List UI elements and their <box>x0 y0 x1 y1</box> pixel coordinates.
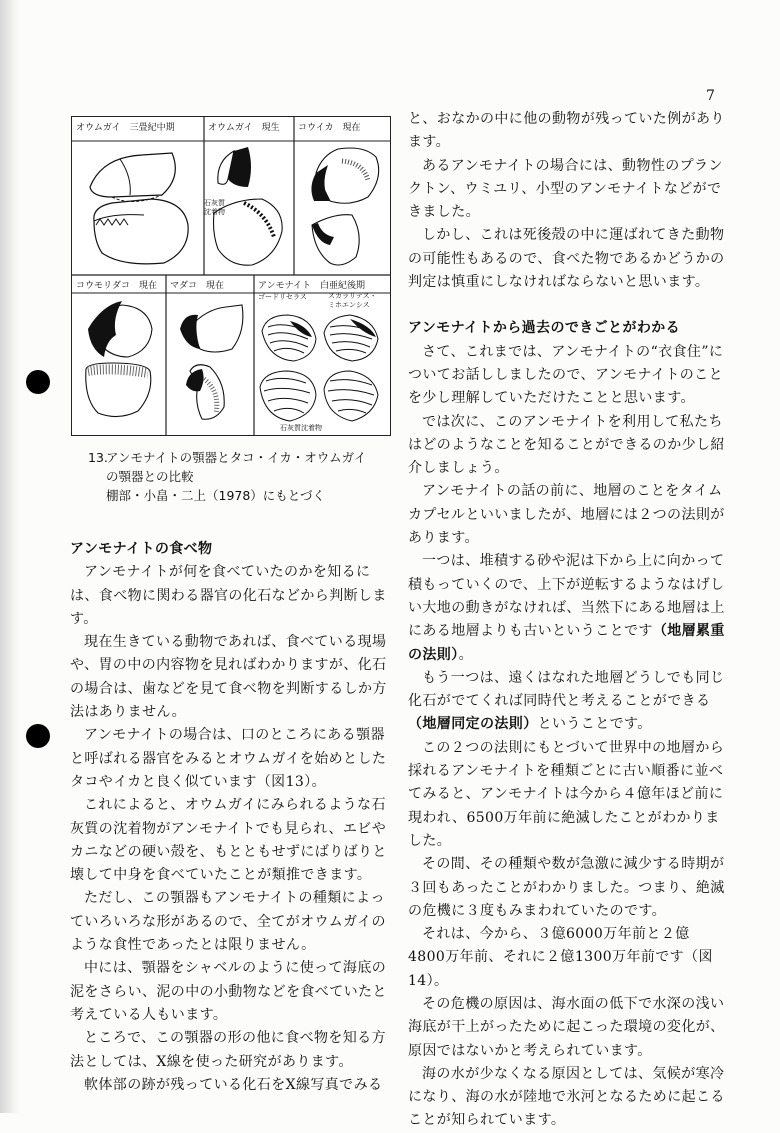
panel-label: マダコ 現在 <box>170 281 225 291</box>
paragraph-law-of-superposition <box>408 550 726 666</box>
caption-number: 13. <box>88 450 108 465</box>
paragraph-text: 一つは、堆積する砂や泥は下から上に向かって積もっていくので、上下が逆転するようなはげしい大地の動きがなければ、当然下にある地層は上にある地層よりも古いということです <box>408 553 725 640</box>
paragraph: これによると、オウムガイにみられるような石灰質の沈着物がアンモナイトでも見られ、エビやカニなどの硬い殻を、もとともせずにばりばりと壊して中身を食べていたことが類推できます。 <box>70 797 387 884</box>
paragraph-law-of-correlation <box>408 667 726 737</box>
paragraph: この２つの法則にもとづいて世界中の地層から採れるアンモナイトを種類ごとに古い順番に並べてみると、アンモナイトは今から４億年ほど前に現われ、6500万年前に絶滅したことがわかりました。 <box>408 739 725 849</box>
law-superposition-term: （地層累重の法則） <box>408 623 725 663</box>
paragraph: アンモナイトが何を食べていたのかを知るには、食べ物に関わる器官の化石などから判断します。 <box>70 564 387 627</box>
figure-caption <box>88 448 398 505</box>
paragraph: あるアンモナイトの場合には、動物性のプランクトン、ウミユリ、小型のアンモナイトなどができました。 <box>408 157 723 221</box>
paragraph: しかし、これは死後殻の中に運ばれてきた動物の可能性もあるので、食べた物であるかどうかの判定は慎重にしなければならないと思います。 <box>408 227 725 291</box>
ammonite-aptychus-drawing <box>254 275 390 435</box>
section-spacer <box>408 294 726 317</box>
law-correlation-term: （地層同定の法則） <box>408 716 538 733</box>
octopus-jaw-drawing <box>166 275 254 435</box>
panel-label: コウイカ 現在 <box>298 123 361 133</box>
panel-label: コウモリダコ 現在 <box>76 281 158 291</box>
caption-line: の顎器との比較 <box>106 469 194 484</box>
panel-ammonite-cretaceous <box>254 275 390 435</box>
caption-source: 棚部・小畠・二上（1978）にもとづく <box>106 488 326 503</box>
paragraph: その危機の原因は、海水面の低下で水深の浅い海底が干上がったために起こった環境の変化が、原因ではないかと考えられています。 <box>408 995 725 1059</box>
paragraph: ところで、この顎器の形の他に食べ物を知る方法としては、X線を使った研究があります。 <box>70 1030 386 1070</box>
annotation-calcareous-deposit: 石灰質 沈着物 <box>204 199 225 216</box>
section-heading-food: アンモナイトの食べ物 <box>70 541 213 557</box>
panel-nautilus-triassic <box>72 117 204 275</box>
paragraph-text: もう一つは、遠くはなれた地層どうしでも同じ化石がでてくれば同時代と考えることができる <box>408 669 725 710</box>
paragraph-continuation: と、おなかの中に他の動物が残っていた例があります。 <box>408 111 725 151</box>
vampire-squid-jaw-drawing <box>72 275 166 435</box>
paragraph-text: 。 <box>458 646 474 663</box>
panel-cuttlefish <box>294 117 390 275</box>
paragraph: 中には、顎器をシャベルのように使って海底の泥をさらい、泥の中の小動物などを食べていたと考えている人もいます。 <box>70 960 387 1023</box>
paragraph: アンモナイトの場合は、口のところにある顎器と呼ばれる器官をみるとオウムガイを始めとしたタコやイカと良く似ています（図13）。 <box>70 727 387 790</box>
paragraph: 海の水が少なくなる原因としては、気候が寒冷になり、海の水が陸地で氷河となるために起こることが知られています。 <box>408 1065 725 1129</box>
panel-nautilus-living <box>204 117 294 275</box>
annotation-scalarites-mihoensis: スカラリテス・ ミホエンシス <box>328 292 377 309</box>
paragraph: 軟体部の跡が残っている化石をX線写真でみる <box>84 1076 383 1093</box>
paragraph: アンモナイトの話の前に、地層のことをタイムカプセルといいましたが、地層には２つの法則があります。 <box>408 483 725 547</box>
cuttlefish-jaw-drawing <box>294 117 390 275</box>
right-column <box>408 108 726 1133</box>
page-number: 7 <box>706 88 715 104</box>
panel-octopus <box>166 275 254 435</box>
binding-shadow <box>0 0 20 1113</box>
paragraph: ただし、この顎器もアンモナイトの種類によっていろいろな形があるので、全てがオウムガイのような食性であったとは限りません。 <box>70 890 386 954</box>
punch-hole-bottom <box>26 724 50 748</box>
nautilus-triassic-jaw-drawing <box>72 117 204 275</box>
paragraph-text: ということです。 <box>537 716 652 733</box>
caption-line: アンモナイトの顎器とタコ・イカ・オウムガイ <box>106 450 367 465</box>
paragraph: さて、これまでは、アンモナイトの“衣食住”についてお話ししましたので、アンモナイトのことを少し理解していただけたことと思います。 <box>408 343 724 407</box>
left-column <box>70 538 388 1097</box>
panel-vampire-squid <box>72 275 166 435</box>
paragraph: それは、今から、３億6000万年前と２億4800万年前、それに２億1300万年前です（図14）。 <box>408 926 713 989</box>
section-heading-past-events: アンモナイトから過去のできごとがわかる <box>408 320 681 337</box>
figure-13-jaw-comparison <box>71 116 391 436</box>
paragraph: その間、その種類や数が急激に減少する時期が３回もあったことがわかりました。つまり、絶滅の危機に３度もみまわれていたのです。 <box>408 856 725 919</box>
paragraph: 現在生きている動物であれば、食べている現場や、胃の中の内容物を見ればわかりますが、化石の場合は、歯などを見て食べ物を判断するしか方法はありません。 <box>70 634 387 721</box>
punch-hole-top <box>26 370 50 394</box>
nautilus-living-jaw-drawing <box>204 117 294 275</box>
annotation-gaudryceras: ゴードリセラス <box>258 293 307 301</box>
panel-label: オウムガイ 三畳紀中期 <box>76 123 175 133</box>
paragraph: では次に、このアンモナイトを利用して私たちはどのようなことを知ることができるのか少し紹介しましょう。 <box>408 413 725 477</box>
panel-label: アンモナイト 白亜紀後期 <box>258 281 366 291</box>
panel-label: オウムガイ 現生 <box>208 123 280 133</box>
annotation-calcareous-sediment: 石灰質沈着物 <box>280 424 322 432</box>
